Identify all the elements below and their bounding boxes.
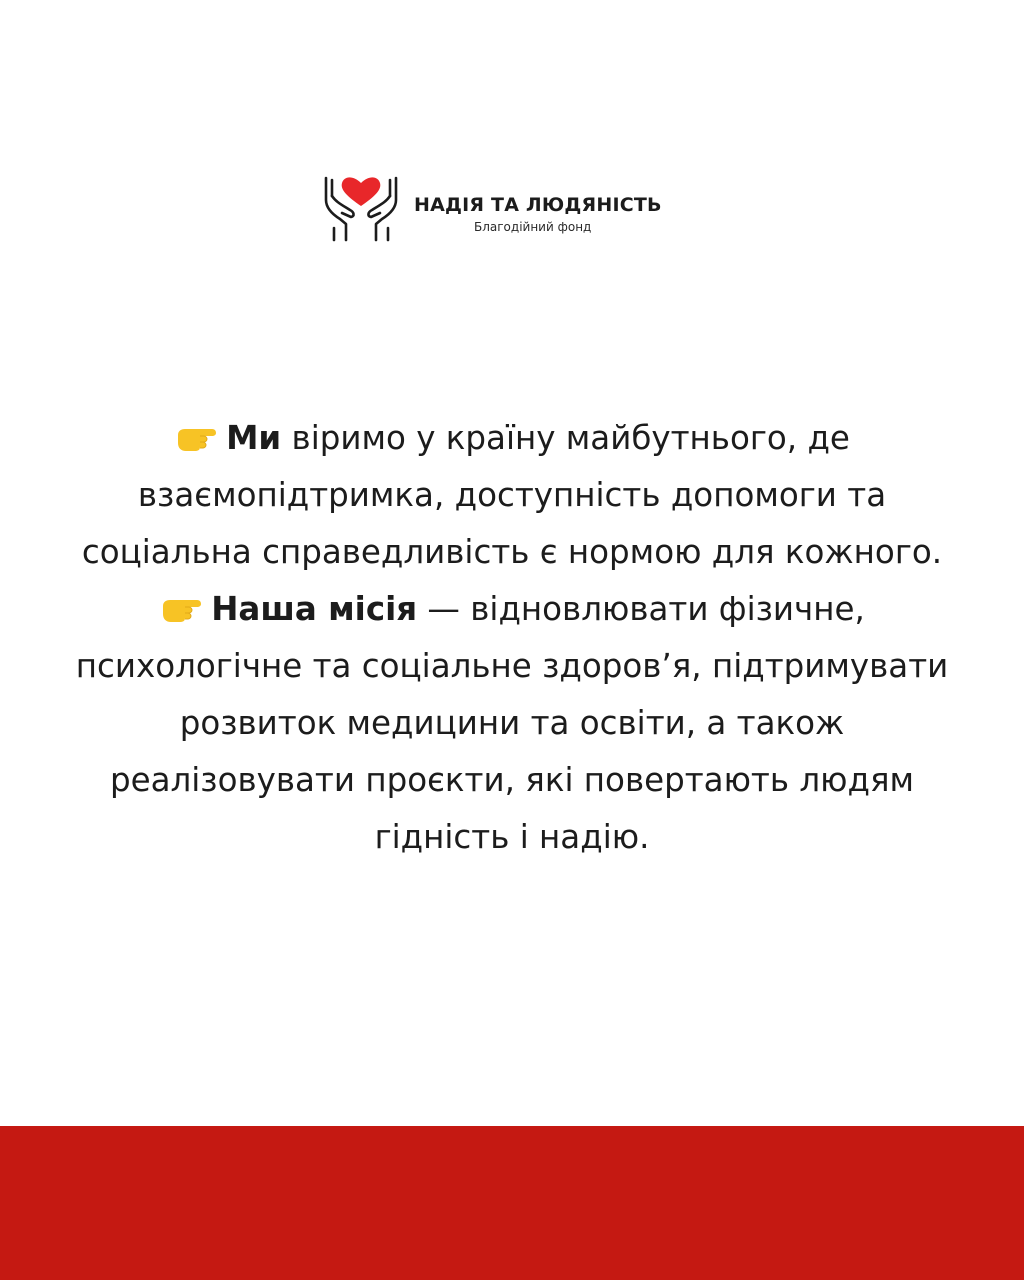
pointing-hand-icon bbox=[174, 423, 218, 453]
pointing-hand-icon bbox=[159, 594, 203, 624]
footer-band bbox=[0, 1126, 1024, 1280]
belief-lead: Ми bbox=[226, 419, 282, 457]
mission-body: — відновлювати фізичне, психологічне та соціальне здоров’я, підтримувати розвиток медицини та освіти, а також реалізовувати проєкти, які повертають людям гідність і надію. bbox=[75, 590, 949, 856]
mission-lead: Наша місія bbox=[211, 590, 418, 628]
mission-paragraph bbox=[60, 581, 964, 866]
hands-heart-icon bbox=[318, 172, 404, 244]
brand-logo bbox=[318, 172, 688, 244]
belief-body: віримо у країну майбутнього, де взаємопідтримка, доступність допомоги та соціальна справедливість є нормою для кожного. bbox=[81, 419, 943, 571]
brand-title: НАДІЯ ТА ЛЮДЯНІСТЬ bbox=[414, 194, 662, 216]
brand-subtitle: Благодійний фонд bbox=[474, 220, 592, 234]
mission-text bbox=[60, 410, 964, 866]
belief-paragraph bbox=[60, 410, 964, 581]
